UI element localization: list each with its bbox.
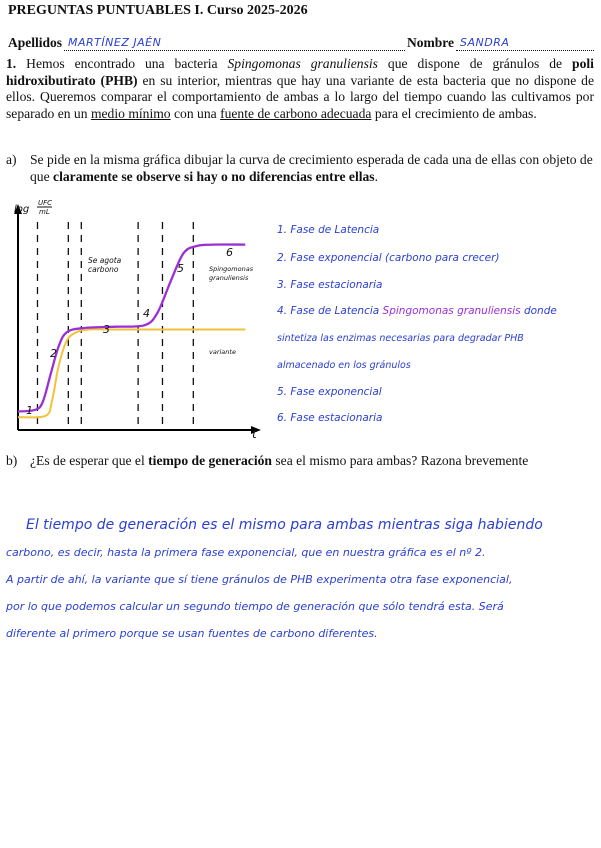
- part-a-label: a): [6, 152, 17, 167]
- part-a-text-2: .: [374, 169, 378, 184]
- answer-line-4: por lo que podemos calcular un segundo tiempo de generación que sólo tendrá esta. Será: [6, 600, 504, 613]
- name-line: [8, 35, 596, 51]
- part-a-bold: claramente se observe si hay o no diferencias entre ellas: [53, 169, 375, 184]
- ylabel-ufc: UFC: [38, 199, 53, 207]
- legend-4: [277, 305, 557, 317]
- legend-2: 2. Fase exponencial (carbono para crecer): [277, 252, 500, 264]
- phase-number-3: 3: [103, 323, 110, 336]
- handwritten-answer: [6, 512, 598, 647]
- part-a: [6, 151, 594, 185]
- q1-text-4: con una: [174, 105, 217, 121]
- surname-value: MARTÍNEZ JAÉN: [68, 36, 162, 49]
- growth-chart: [0, 192, 272, 444]
- answer-line-1: El tiempo de generación es el mismo para ambas mientras siga habiendo: [26, 517, 543, 533]
- annotation-granuliensis: granuliensis: [209, 274, 249, 282]
- legend-5: 5. Fase exponencial: [277, 386, 382, 398]
- phase-number-4: 4: [143, 307, 150, 320]
- answer-line-5: diferente al primero porque se usan fuentes de carbono diferentes.: [6, 627, 378, 640]
- part-b-text: [30, 452, 528, 469]
- q1-text-2: que dispone de gránulos de: [387, 56, 563, 71]
- part-a-text: [30, 151, 594, 185]
- answer-line-2: carbono, es decir, hasta la primera fase exponencial, que en nuestra gráfica es el nº 2.: [6, 546, 486, 559]
- phase-number-6: 6: [226, 246, 233, 259]
- part-b-text-1: ¿Es de esperar que el: [30, 453, 145, 468]
- q1-text-3: en su interior, mientras que hay una variante de esta bacteria que no dispone de ellos. Queremos comparar el comportamiento de ambas a lo largo del tiempo cuando las cultivamos por separado en un: [6, 72, 594, 121]
- part-a-text-1: Se pide en la misma gráfica dibujar la curva de crecimiento esperada de cada una de ellas con objeto de que: [30, 152, 593, 184]
- part-b-text-2: sea el mismo para ambas? Razona brevemente: [275, 453, 529, 468]
- ylabel-log: log: [14, 204, 30, 215]
- surname-field: [64, 36, 405, 51]
- legend-1: 1. Fase de Latencia: [277, 224, 380, 236]
- q1-text-1: Hemos encontrado una bacteria: [26, 56, 218, 71]
- question-number: 1.: [6, 56, 17, 71]
- surname-label: Apellidos: [8, 35, 63, 50]
- phase-number-5: 5: [177, 262, 184, 275]
- q1-medio-minimo: medio mínimo: [90, 105, 171, 121]
- part-b: [6, 452, 594, 469]
- xlabel-t: t: [252, 427, 257, 441]
- exam-title: PREGUNTAS PUNTUABLES I. Curso 2025-2026: [8, 3, 308, 18]
- question-1: [6, 56, 594, 122]
- legend-6: 6. Fase estacionaria: [277, 412, 383, 424]
- name-field: [456, 36, 594, 51]
- q1-species: Spingomonas granuliensis: [227, 56, 378, 71]
- legend-4-line3: almacenado en los gránulos: [277, 360, 411, 371]
- legend-4a: 4. Fase de Latencia: [277, 305, 380, 317]
- phase-number-2: 2: [50, 347, 57, 360]
- answer-line-3: A partir de ahí, la variante que sí tiene gránulos de PHB experimenta otra fase exponencial,: [6, 573, 513, 586]
- name-label: Nombre: [407, 35, 454, 50]
- q1-text-5: para el crecimiento de ambas.: [374, 105, 537, 121]
- annotation-spingomonas: Spingomonas: [209, 265, 254, 273]
- annotation-variante: variante: [209, 348, 236, 356]
- legend-3: 3. Fase estacionaria: [277, 279, 383, 291]
- part-b-label: b): [6, 453, 18, 468]
- legend-4c: donde: [523, 305, 557, 317]
- annotation-se-agota: Se agota: [88, 256, 122, 265]
- legend-4-line2: sintetiza las enzimas necesarias para degradar PHB: [277, 333, 524, 344]
- legend-4-species: Spingomonas granuliensis: [382, 305, 521, 317]
- ylabel-ml: mL: [39, 208, 50, 216]
- q1-fuente-carbono: fuente de carbono adecuada: [220, 105, 372, 121]
- variante-curve: [18, 329, 245, 417]
- annotation-carbono: carbono: [88, 265, 119, 274]
- phase-number-1: 1: [26, 404, 33, 417]
- part-b-bold: tiempo de generación: [148, 453, 272, 468]
- name-value: SANDRA: [460, 36, 510, 49]
- q1-phb: poli hidroxibutirato (PHB): [6, 56, 594, 88]
